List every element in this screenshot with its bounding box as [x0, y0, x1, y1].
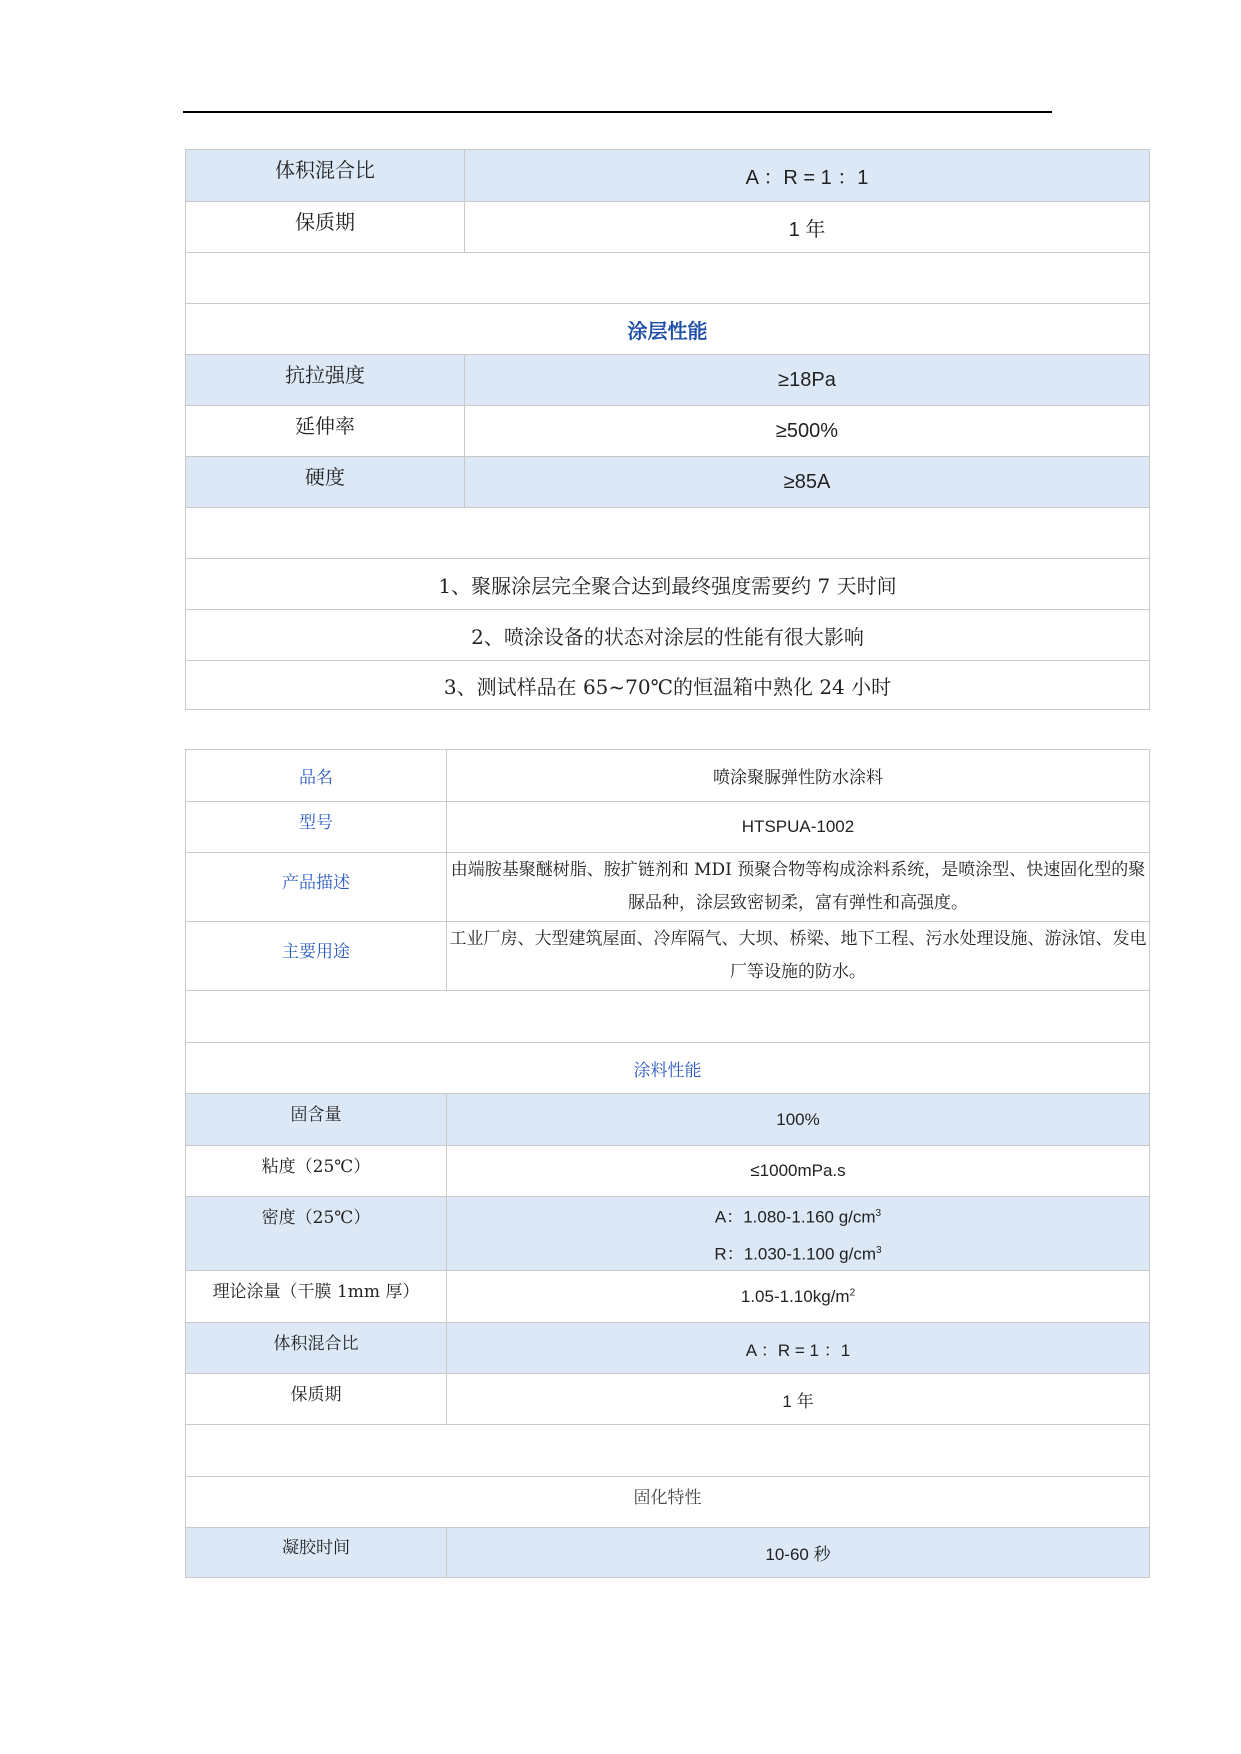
spacer-row [186, 508, 1150, 559]
tensile-strength-value: ≥18Pa [465, 355, 1150, 406]
coverage-value: $1.05-1.10kg/m^2$ [447, 1271, 1150, 1323]
table-row [186, 1374, 1150, 1425]
hardness-label: 硬度 [186, 457, 465, 508]
spacer-row [186, 253, 1150, 304]
section-title: 涂料性能 [186, 1043, 1150, 1094]
density-a: A：1.080-1.160 $g/cm^3$ [714, 1207, 882, 1227]
elongation-value: ≥500% [465, 406, 1150, 457]
tensile-strength-label: 抗拉强度 [186, 355, 465, 406]
mix-ratio-label: 体积混合比 [186, 1323, 447, 1374]
density-r: R：1.030-1.100 $g/cm^3$ [714, 1244, 882, 1264]
table-row [186, 1043, 1150, 1094]
density-value [447, 1197, 1150, 1271]
table-row [186, 1271, 1150, 1323]
viscosity-label: 粘度（25℃） [186, 1146, 447, 1197]
table-row [186, 355, 1150, 406]
hardness-value: ≥85A [465, 457, 1150, 508]
solid-content-label: 固含量 [186, 1094, 447, 1146]
description-value: 由端胺基聚醚树脂、胺扩链剂和 MDI 预聚合物等构成涂料系统，是喷涂型、快速固化型的聚脲品种，涂层致密韧柔，富有弹性和高强度。 [447, 853, 1150, 922]
model-value: HTSPUA-1002 [447, 802, 1150, 853]
spacer-row [186, 991, 1150, 1043]
table-row [186, 1146, 1150, 1197]
gel-time-label: 凝胶时间 [186, 1528, 447, 1578]
gel-time-value: 10-60 秒 [447, 1528, 1150, 1578]
product-name-value: 喷涂聚脲弹性防水涂料 [447, 750, 1150, 802]
description-label: 产品描述 [186, 853, 447, 922]
mix-ratio-value: A ：R = 1 ：1 [465, 150, 1150, 202]
table-row [186, 457, 1150, 508]
elongation-label: 延伸率 [186, 406, 465, 457]
mix-ratio-value: A ：R = 1 ：1 [447, 1323, 1150, 1374]
table-row [186, 202, 1150, 253]
solid-content-value: 100% [447, 1094, 1150, 1146]
table-row [186, 150, 1150, 202]
usage-label: 主要用途 [186, 922, 447, 991]
coating-performance-table [185, 149, 1150, 710]
shelf-life-label: 保质期 [186, 1374, 447, 1425]
usage-value: 工业厂房、大型建筑屋面、冷库隔气、大坝、桥梁、地下工程、污水处理设施、游泳馆、发电厂等设施的防水。 [447, 922, 1150, 991]
spacer-row [186, 1425, 1150, 1477]
table-row [186, 922, 1150, 991]
coverage-label: 理论涂量（干膜 1mm 厚） [186, 1271, 447, 1323]
note-item: 1、聚脲涂层完全聚合达到最终强度需要约 7 天时间 [186, 559, 1150, 610]
table-row [186, 304, 1150, 355]
table-row [186, 610, 1150, 661]
table-row [186, 802, 1150, 853]
table-row [186, 1094, 1150, 1146]
table-row [186, 853, 1150, 922]
note-item: 2、喷涂设备的状态对涂层的性能有很大影响 [186, 610, 1150, 661]
mix-ratio-label: 体积混合比 [186, 150, 465, 202]
table-row [186, 559, 1150, 610]
header-rule [183, 111, 1052, 113]
table-row [186, 750, 1150, 802]
section-title: 涂层性能 [186, 304, 1150, 355]
table-row [186, 661, 1150, 710]
table-row [186, 1197, 1150, 1271]
shelf-life-label: 保质期 [186, 202, 465, 253]
shelf-life-value: 1 年 [447, 1374, 1150, 1425]
table-row [186, 1323, 1150, 1374]
table-row [186, 1528, 1150, 1578]
shelf-life-value: 1 年 [465, 202, 1150, 253]
cure-section-title: 固化特性 [186, 1477, 1150, 1528]
product-name-label: 品名 [186, 750, 447, 802]
model-label: 型号 [186, 802, 447, 853]
density-label: 密度（25℃） [186, 1197, 447, 1271]
note-item: 3、测试样品在 65~70℃的恒温箱中熟化 24 小时 [186, 661, 1150, 710]
viscosity-value: ≤1000mPa.s [447, 1146, 1150, 1197]
product-spec-table [185, 749, 1150, 1578]
table-row [186, 1477, 1150, 1528]
table-row [186, 406, 1150, 457]
